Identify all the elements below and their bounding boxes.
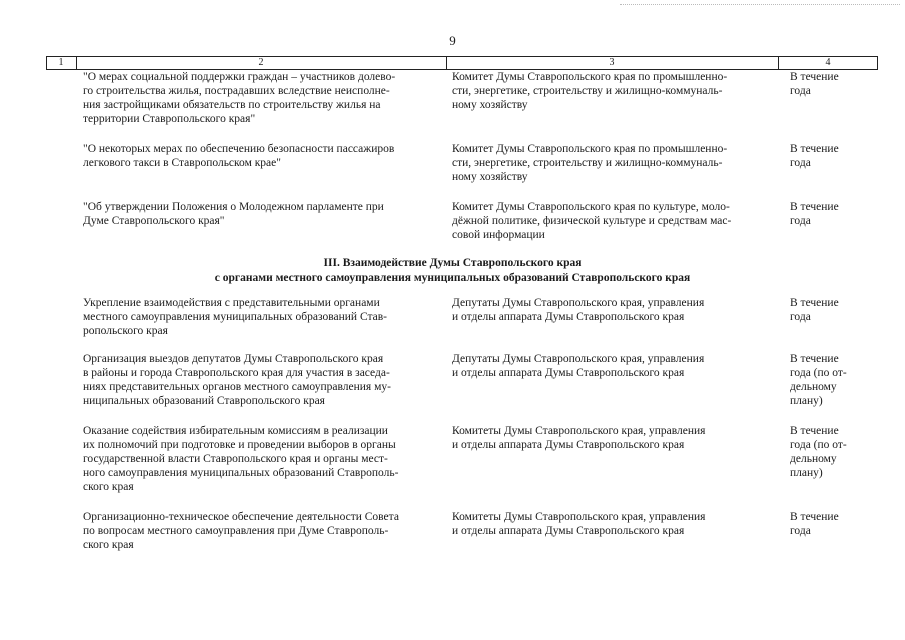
row-committee: Комитеты Думы Ставропольского края, управления и отделы аппарата Думы Ставропольского края	[452, 425, 706, 451]
row-committee: Комитет Думы Ставропольского края по промышленно- сти, энергетике, строительству и жилищно-коммуналь- ному хозяйству	[452, 143, 728, 183]
row-committee: Депутаты Думы Ставропольского края, управления и отделы аппарата Думы Ставропольского края	[452, 297, 705, 323]
row-text: Оказание содействия избирательным комиссиям в реализации их полномочий при подготовке и проведении выборов в органы государственной власти Ставропольского края и органы мест- ного самоуправления муниципальных образований Ставрополь- ского края	[83, 425, 399, 493]
section-title: III. Взаимодействие Думы Ставропольского края с органами местного самоуправления муниципальных образований Ставропольского края	[214, 257, 691, 284]
row-text: Организация выездов депутатов Думы Ставропольского края в районы и города Ставропольского края для участия в заседа- ниях представительных органов местного самоуправления му- ниципальных образований Ставропольского края	[83, 353, 391, 407]
row-text: "О мерах социальной поддержки граждан – участников долево- го строительства жилья, пострадавших вследствие неисполне- ния застройщиками обязательств по строительству жилья на территории Ставропольского края"	[83, 71, 396, 125]
row-committee: Комитет Думы Ставропольского края по культуре, моло- дёжной политике, физической культуре и средствам мас- совой информации	[452, 201, 732, 241]
row-committee: Депутаты Думы Ставропольского края, управления и отделы аппарата Думы Ставропольского края	[452, 353, 705, 379]
row-term: В течение года (по от- дельному плану)	[790, 425, 847, 479]
header-border	[877, 57, 878, 69]
header-col-4: 4	[825, 57, 831, 68]
row-term: В течение года (по от- дельному плану)	[790, 353, 847, 407]
row-term: В течение года	[790, 511, 839, 537]
row-term: В течение года	[790, 143, 839, 169]
row-text: "О некоторых мерах по обеспечению безопасности пассажиров легкового такси в Ставропольском крае"	[83, 143, 395, 169]
row-term: В течение года	[790, 201, 839, 227]
page-number: 9	[449, 33, 456, 48]
row-committee: Комитеты Думы Ставропольского края, управления и отделы аппарата Думы Ставропольского края	[452, 511, 706, 537]
row-text: Укрепление взаимодействия с представительными органами местного самоуправления муниципальных образований Став- ропольского края	[83, 297, 387, 337]
header-col-3: 3	[609, 57, 615, 68]
row-term: В течение года	[790, 297, 839, 323]
row-text: "Об утверждении Положения о Молодежном парламенте при Думе Ставропольского края"	[83, 201, 384, 227]
table-header-row	[46, 56, 878, 70]
row-committee: Комитет Думы Ставропольского края по промышленно- сти, энергетике, строительству и жилищно-коммуналь- ному хозяйству	[452, 71, 728, 111]
row-term: В течение года	[790, 71, 839, 97]
row-text: Организационно-техническое обеспечение деятельности Совета по вопросам местного самоуправления при Думе Ставрополь- ского края	[83, 511, 399, 551]
header-col-1: 1	[58, 57, 64, 68]
header-col-2: 2	[258, 57, 264, 68]
scan-artifact	[620, 4, 900, 7]
